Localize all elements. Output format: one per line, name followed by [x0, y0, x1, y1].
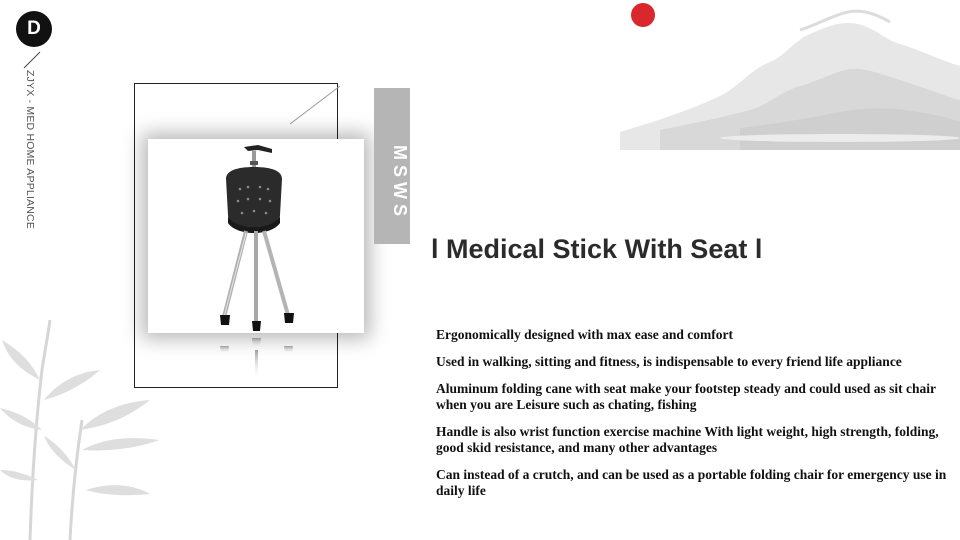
frame-accent-line [0, 0, 360, 140]
feature-item: Used in walking, sitting and fitness, is indispensable to every friend life appliance [436, 354, 902, 369]
feature-item: Handle is also wrist function exercise machine With light weight, high strength, folding, good skid resistance, and many other advantages [436, 424, 939, 455]
ink-mountain-decoration [600, 0, 960, 150]
side-tab [374, 88, 410, 244]
feature-item: Can instead of a crutch, and can be used as a portable folding chair for emergency use in daily life [436, 467, 947, 498]
stick-seat-illustration [148, 139, 364, 333]
side-tab-label: MSWS [390, 145, 410, 221]
product-reflection [200, 336, 320, 386]
feature-list [436, 327, 950, 510]
feature-item: Ergonomically designed with max ease and comfort [436, 327, 733, 342]
product-title: l Medical Stick With Seat l [431, 234, 763, 264]
logo-letter: D [27, 18, 41, 39]
product-image-card [148, 139, 364, 333]
feature-item: Aluminum folding cane with seat make your footstep steady and could used as sit chair when you are Leisure such as chating, fishing [436, 381, 936, 412]
brand-vertical-text: ZJYX - MED HOME APPLIANCE [24, 70, 36, 230]
